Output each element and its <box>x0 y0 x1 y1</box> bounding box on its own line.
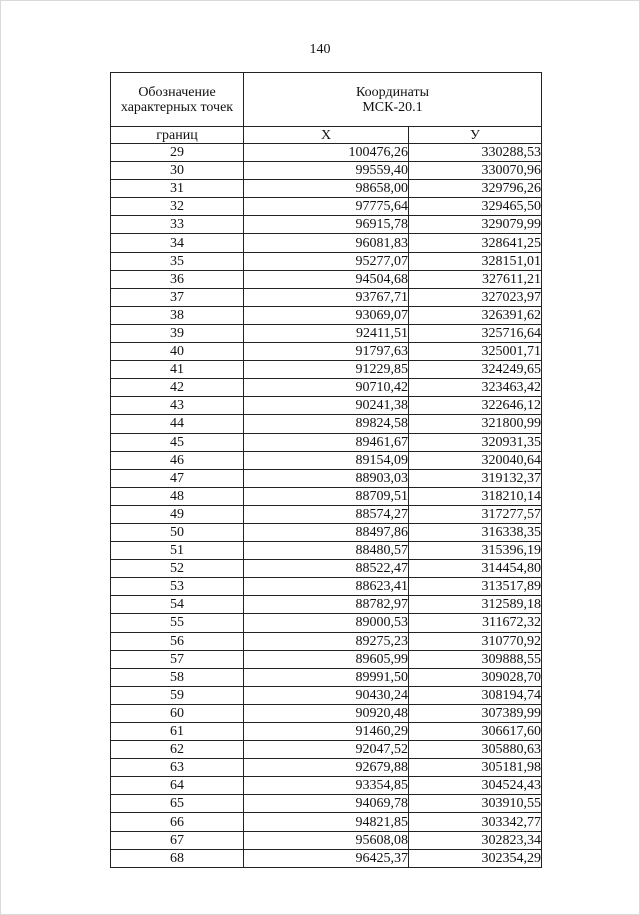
x-coordinate-cell: 94069,78 <box>244 795 409 813</box>
y-column-header: У <box>409 127 542 144</box>
table-row <box>111 252 542 270</box>
x-coordinate-cell: 88623,41 <box>244 578 409 596</box>
y-coordinate-cell: 311672,32 <box>409 614 542 632</box>
point-number-cell: 51 <box>111 542 244 560</box>
y-coordinate-cell: 329796,26 <box>409 180 542 198</box>
y-coordinate-cell: 302823,34 <box>409 831 542 849</box>
point-number-cell: 60 <box>111 704 244 722</box>
point-number-cell: 64 <box>111 777 244 795</box>
x-coordinate-cell: 90920,48 <box>244 704 409 722</box>
point-number-cell: 40 <box>111 343 244 361</box>
y-coordinate-cell: 320040,64 <box>409 451 542 469</box>
y-coordinate-cell: 329465,50 <box>409 198 542 216</box>
table-row <box>111 542 542 560</box>
table-row <box>111 632 542 650</box>
y-coordinate-cell: 317277,57 <box>409 505 542 523</box>
table-row <box>111 523 542 541</box>
table-row <box>111 469 542 487</box>
point-number-cell: 29 <box>111 144 244 162</box>
table-row <box>111 361 542 379</box>
table-body <box>111 144 542 868</box>
x-coordinate-cell: 89824,58 <box>244 415 409 433</box>
table-row <box>111 777 542 795</box>
designation-header-line: характерных точек <box>120 99 234 115</box>
table-row <box>111 596 542 614</box>
table-row <box>111 415 542 433</box>
point-number-cell: 67 <box>111 831 244 849</box>
point-number-cell: 58 <box>111 668 244 686</box>
y-coordinate-cell: 327611,21 <box>409 270 542 288</box>
y-coordinate-cell: 314454,80 <box>409 560 542 578</box>
table-row <box>111 288 542 306</box>
designation-header-line: Обозначение <box>138 84 216 100</box>
y-coordinate-cell: 323463,42 <box>409 379 542 397</box>
y-coordinate-cell: 330070,96 <box>409 162 542 180</box>
x-coordinate-cell: 98658,00 <box>244 180 409 198</box>
point-number-cell: 38 <box>111 306 244 324</box>
point-number-cell: 66 <box>111 813 244 831</box>
point-number-cell: 46 <box>111 451 244 469</box>
y-coordinate-cell: 304524,43 <box>409 777 542 795</box>
x-coordinate-cell: 94821,85 <box>244 813 409 831</box>
x-coordinate-cell: 93354,85 <box>244 777 409 795</box>
x-coordinate-cell: 88522,47 <box>244 560 409 578</box>
y-coordinate-cell: 318210,14 <box>409 487 542 505</box>
y-coordinate-cell: 305880,63 <box>409 741 542 759</box>
coordinates-header-line: МСК-20.1 <box>362 99 423 115</box>
table-row <box>111 795 542 813</box>
x-coordinate-cell: 97775,64 <box>244 198 409 216</box>
table-row <box>111 759 542 777</box>
x-coordinate-cell: 94504,68 <box>244 270 409 288</box>
y-coordinate-cell: 324249,65 <box>409 361 542 379</box>
y-coordinate-cell: 320931,35 <box>409 433 542 451</box>
y-coordinate-cell: 328641,25 <box>409 234 542 252</box>
table-row <box>111 216 542 234</box>
table-row <box>111 686 542 704</box>
x-coordinate-cell: 90430,24 <box>244 686 409 704</box>
point-number-cell: 30 <box>111 162 244 180</box>
x-coordinate-cell: 89275,23 <box>244 632 409 650</box>
point-number-cell: 33 <box>111 216 244 234</box>
y-coordinate-cell: 326391,62 <box>409 306 542 324</box>
point-number-cell: 44 <box>111 415 244 433</box>
x-coordinate-cell: 92411,51 <box>244 324 409 342</box>
x-coordinate-cell: 96915,78 <box>244 216 409 234</box>
x-coordinate-cell: 89154,09 <box>244 451 409 469</box>
x-coordinate-cell: 88903,03 <box>244 469 409 487</box>
table-row <box>111 813 542 831</box>
table-row <box>111 487 542 505</box>
table-row <box>111 849 542 867</box>
table-row <box>111 324 542 342</box>
x-coordinate-cell: 96425,37 <box>244 849 409 867</box>
y-coordinate-cell: 328151,01 <box>409 252 542 270</box>
y-coordinate-cell: 302354,29 <box>409 849 542 867</box>
y-coordinate-cell: 316338,35 <box>409 523 542 541</box>
x-coordinate-cell: 92679,88 <box>244 759 409 777</box>
x-column-header: X <box>244 127 409 144</box>
x-coordinate-cell: 90241,38 <box>244 397 409 415</box>
point-number-cell: 62 <box>111 741 244 759</box>
y-coordinate-cell: 322646,12 <box>409 397 542 415</box>
y-coordinate-cell: 329079,99 <box>409 216 542 234</box>
point-number-cell: 52 <box>111 560 244 578</box>
y-coordinate-cell: 305181,98 <box>409 759 542 777</box>
y-coordinate-cell: 303342,77 <box>409 813 542 831</box>
y-coordinate-cell: 315396,19 <box>409 542 542 560</box>
table-row <box>111 397 542 415</box>
table-row <box>111 433 542 451</box>
y-coordinate-cell: 312589,18 <box>409 596 542 614</box>
y-coordinate-cell: 303910,55 <box>409 795 542 813</box>
point-number-cell: 43 <box>111 397 244 415</box>
table-row <box>111 379 542 397</box>
x-coordinate-cell: 100476,26 <box>244 144 409 162</box>
designation-header-last-line: границ <box>111 127 244 144</box>
point-number-cell: 61 <box>111 723 244 741</box>
point-number-cell: 32 <box>111 198 244 216</box>
x-coordinate-cell: 93069,07 <box>244 306 409 324</box>
table-row <box>111 162 542 180</box>
page-number: 140 <box>309 42 331 57</box>
x-coordinate-cell: 91797,63 <box>244 343 409 361</box>
x-coordinate-cell: 90710,42 <box>244 379 409 397</box>
table-row <box>111 704 542 722</box>
table-row <box>111 144 542 162</box>
point-number-cell: 56 <box>111 632 244 650</box>
point-number-cell: 53 <box>111 578 244 596</box>
coordinates-table <box>110 72 542 868</box>
x-coordinate-cell: 95277,07 <box>244 252 409 270</box>
designation-header <box>111 73 244 127</box>
point-number-cell: 59 <box>111 686 244 704</box>
y-coordinate-cell: 307389,99 <box>409 704 542 722</box>
point-number-cell: 55 <box>111 614 244 632</box>
y-coordinate-cell: 325716,64 <box>409 324 542 342</box>
x-coordinate-cell: 88480,57 <box>244 542 409 560</box>
y-coordinate-cell: 330288,53 <box>409 144 542 162</box>
table-row <box>111 505 542 523</box>
point-number-cell: 34 <box>111 234 244 252</box>
point-number-cell: 57 <box>111 650 244 668</box>
x-coordinate-cell: 99559,40 <box>244 162 409 180</box>
point-number-cell: 41 <box>111 361 244 379</box>
point-number-cell: 36 <box>111 270 244 288</box>
y-coordinate-cell: 306617,60 <box>409 723 542 741</box>
point-number-cell: 48 <box>111 487 244 505</box>
point-number-cell: 50 <box>111 523 244 541</box>
x-coordinate-cell: 92047,52 <box>244 741 409 759</box>
table-row <box>111 668 542 686</box>
x-coordinate-cell: 96081,83 <box>244 234 409 252</box>
table-row <box>111 451 542 469</box>
coordinates-header-line: Координаты <box>356 84 429 100</box>
table-row <box>111 270 542 288</box>
table-row <box>111 614 542 632</box>
y-coordinate-cell: 319132,37 <box>409 469 542 487</box>
point-number-cell: 63 <box>111 759 244 777</box>
point-number-cell: 45 <box>111 433 244 451</box>
x-coordinate-cell: 89991,50 <box>244 668 409 686</box>
point-number-cell: 68 <box>111 849 244 867</box>
table-row <box>111 343 542 361</box>
table-row <box>111 180 542 198</box>
table-row <box>111 306 542 324</box>
table-header <box>111 73 542 144</box>
point-number-cell: 42 <box>111 379 244 397</box>
coordinates-header <box>244 73 542 127</box>
y-coordinate-cell: 309888,55 <box>409 650 542 668</box>
y-coordinate-cell: 325001,71 <box>409 343 542 361</box>
point-number-cell: 47 <box>111 469 244 487</box>
x-coordinate-cell: 91460,29 <box>244 723 409 741</box>
point-number-cell: 35 <box>111 252 244 270</box>
table-row <box>111 831 542 849</box>
table-row <box>111 234 542 252</box>
x-coordinate-cell: 88497,86 <box>244 523 409 541</box>
table-row <box>111 723 542 741</box>
table-row <box>111 560 542 578</box>
table-row <box>111 741 542 759</box>
x-coordinate-cell: 88574,27 <box>244 505 409 523</box>
y-coordinate-cell: 327023,97 <box>409 288 542 306</box>
x-coordinate-cell: 88709,51 <box>244 487 409 505</box>
x-coordinate-cell: 95608,08 <box>244 831 409 849</box>
x-coordinate-cell: 91229,85 <box>244 361 409 379</box>
x-coordinate-cell: 89000,53 <box>244 614 409 632</box>
y-coordinate-cell: 321800,99 <box>409 415 542 433</box>
point-number-cell: 54 <box>111 596 244 614</box>
table-row <box>111 578 542 596</box>
y-coordinate-cell: 308194,74 <box>409 686 542 704</box>
point-number-cell: 39 <box>111 324 244 342</box>
table-row <box>111 198 542 216</box>
y-coordinate-cell: 310770,92 <box>409 632 542 650</box>
point-number-cell: 31 <box>111 180 244 198</box>
x-coordinate-cell: 88782,97 <box>244 596 409 614</box>
table-row <box>111 650 542 668</box>
point-number-cell: 37 <box>111 288 244 306</box>
x-coordinate-cell: 89461,67 <box>244 433 409 451</box>
x-coordinate-cell: 89605,99 <box>244 650 409 668</box>
y-coordinate-cell: 313517,89 <box>409 578 542 596</box>
point-number-cell: 49 <box>111 505 244 523</box>
point-number-cell: 65 <box>111 795 244 813</box>
y-coordinate-cell: 309028,70 <box>409 668 542 686</box>
x-coordinate-cell: 93767,71 <box>244 288 409 306</box>
